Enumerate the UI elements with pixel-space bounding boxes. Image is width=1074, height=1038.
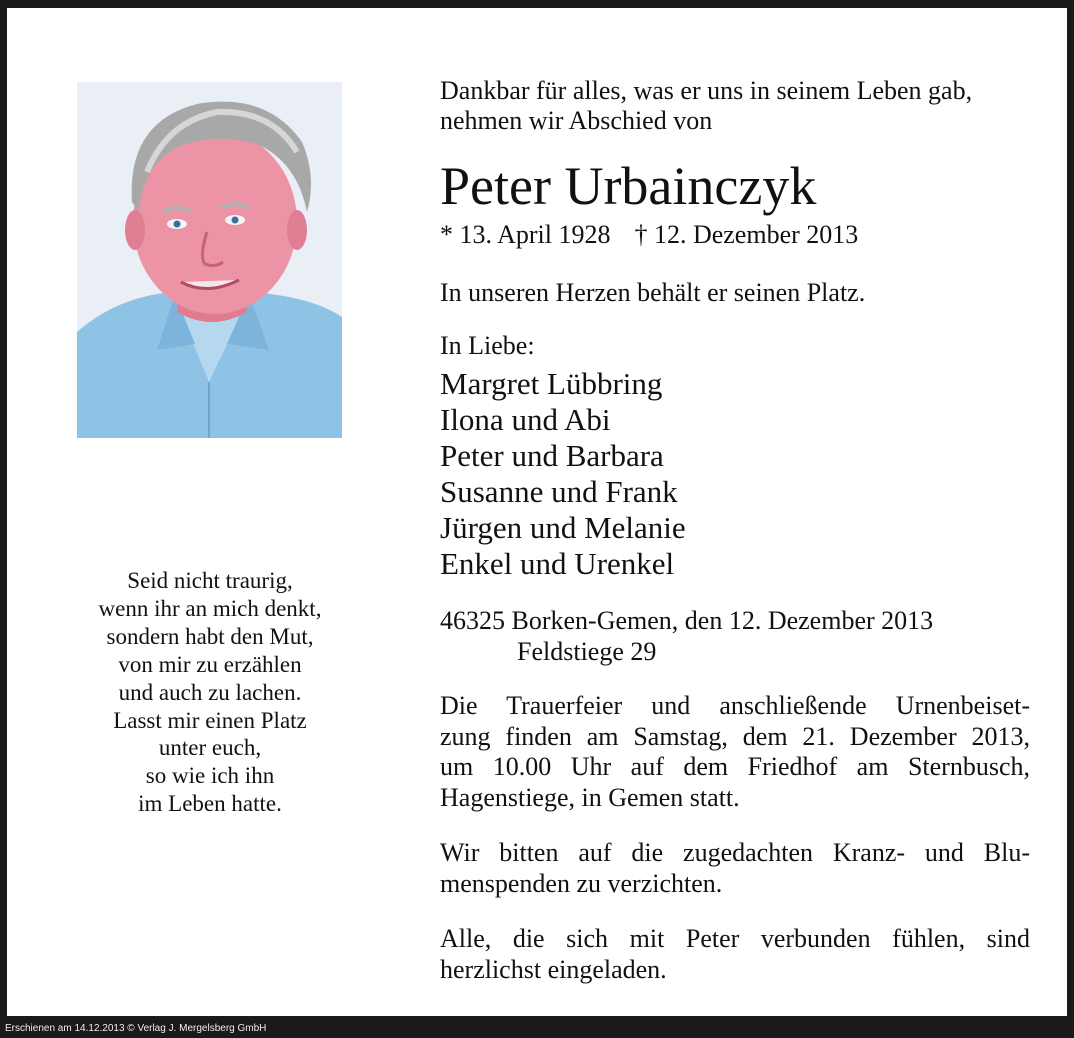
family-member: Enkel und Urenkel: [440, 546, 675, 581]
publication-footer: Erschienen am 14.12.2013 © Verlag J. Mergelsberg GmbH: [5, 1023, 267, 1034]
family-member: Jürgen und Melanie: [440, 510, 686, 545]
invitation-paragraph: [440, 924, 1030, 985]
request-paragraph: [440, 838, 1030, 899]
family-list: [440, 366, 1030, 582]
invitation-line: herzlichst eingeladen.: [440, 954, 667, 984]
invitation-line: Alle, die sich mit Peter verbunden fühlen, sind: [440, 924, 1030, 953]
death-date: † 12. Dezember 2013: [634, 220, 859, 249]
poem-line: Seid nicht traurig,: [127, 568, 293, 593]
in-love-label: In Liebe:: [440, 331, 535, 360]
request-line: Wir bitten auf die zugedachten Kranz- und Blu-: [440, 838, 1030, 867]
poem-line: von mir zu erzählen: [118, 651, 302, 677]
poem-line: wenn ihr an mich denkt,: [98, 595, 322, 621]
intro-line: Dankbar für alles, was er uns in seinem Leben gab,: [440, 76, 973, 105]
family-member: Ilona und Abi: [440, 402, 611, 437]
portrait-photo: [77, 82, 342, 438]
poem: [67, 567, 353, 818]
birth-date: * 13. April 1928: [440, 220, 611, 249]
poem-line: und auch zu lachen.: [118, 679, 302, 705]
family-member: Susanne und Frank: [440, 474, 678, 509]
request-line: menspenden zu verzichten.: [440, 868, 723, 898]
ceremony-line: zung finden am Samstag, dem 21. Dezember 2013,: [440, 721, 1030, 751]
poem-line: so wie ich ihn: [145, 763, 275, 789]
ceremony-paragraph: [440, 691, 1030, 813]
ceremony-line: Die Trauerfeier und anschließende Urnenbeiset-: [440, 691, 1030, 720]
address-city-date: 46325 Borken-Gemen, den 12. Dezember 2013: [440, 606, 934, 635]
intro-text: [440, 76, 1030, 136]
poem-line: im Leben hatte.: [138, 791, 282, 817]
poem-line: unter euch,: [158, 735, 262, 761]
intro-line: nehmen wir Abschied von: [440, 106, 713, 135]
life-dates: [440, 220, 1030, 250]
address-block: [440, 605, 1030, 667]
portrait-image: [77, 82, 342, 438]
address-street: Feldstiege 29: [517, 637, 657, 666]
poem-line: Lasst mir einen Platz: [113, 707, 307, 733]
family-member: Peter und Barbara: [440, 438, 664, 473]
ceremony-line: um 10.00 Uhr auf dem Friedhof am Sternbusch,: [440, 752, 1030, 781]
obituary-card: [7, 8, 1067, 1016]
memorial-quote: In unseren Herzen behält er seinen Platz.: [440, 278, 866, 307]
family-member: Margret Lübbring: [440, 366, 663, 401]
deceased-name: Peter Urbainczyk: [440, 156, 817, 216]
poem-line: sondern habt den Mut,: [106, 623, 314, 649]
ceremony-line: Hagenstiege, in Gemen statt.: [440, 782, 740, 812]
